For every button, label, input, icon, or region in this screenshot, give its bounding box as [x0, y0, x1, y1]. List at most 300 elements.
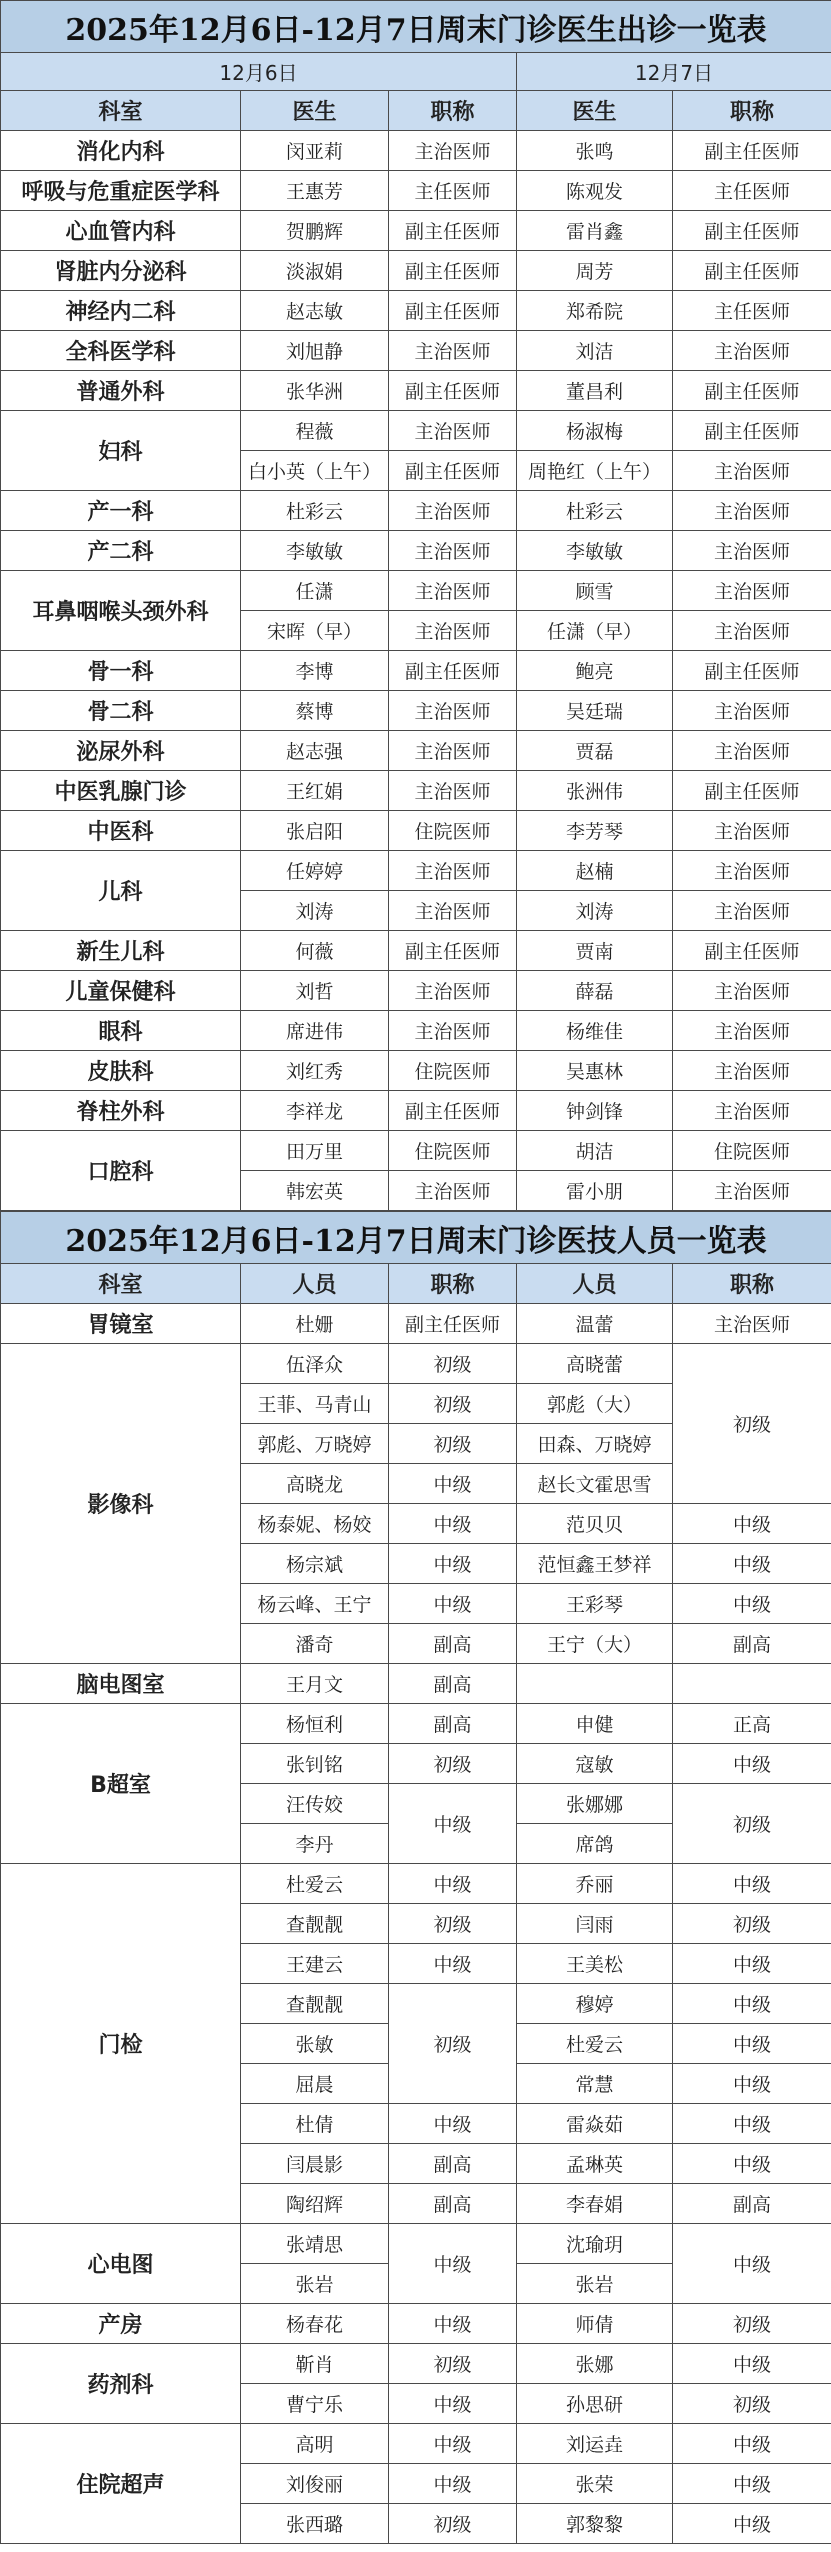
table-cell: 主治医师	[673, 691, 831, 731]
table-cell: 雷肖鑫	[517, 211, 673, 251]
table-row	[1, 251, 831, 291]
table-cell: 中级	[389, 1464, 517, 1504]
table-cell: 住院医师	[389, 1131, 517, 1171]
department-cell: 产一科	[1, 491, 241, 531]
department-cell: 胃镜室	[1, 1304, 241, 1344]
table-cell: 任婷婷	[241, 851, 389, 891]
table-cell: 副主任医师	[673, 131, 831, 171]
department-cell: 脑电图室	[1, 1664, 241, 1704]
table-cell: 雷焱茹	[517, 2104, 673, 2144]
department-cell: 中医科	[1, 811, 241, 851]
table-cell: 韩宏英	[241, 1171, 389, 1211]
table-cell: 主治医师	[389, 731, 517, 771]
table-cell: 赵长文霍思雪	[517, 1464, 673, 1504]
table-cell: 主治医师	[673, 611, 831, 651]
table-cell: 孟琳英	[517, 2144, 673, 2184]
table-cell	[517, 1664, 673, 1704]
table-cell: 副高	[389, 2184, 517, 2224]
table-cell: 李春娟	[517, 2184, 673, 2224]
table-cell: 王宁（大）	[517, 1624, 673, 1664]
table-cell: 初级	[673, 2304, 831, 2344]
table-cell: 席鸽	[517, 1824, 673, 1864]
table-cell: 副主任医师	[673, 411, 831, 451]
table-cell: 胡洁	[517, 1131, 673, 1171]
table-cell: 主治医师	[389, 691, 517, 731]
table-row	[1, 1704, 831, 1744]
table-cell: 中级	[673, 2344, 831, 2384]
table-row	[1, 331, 831, 371]
table-row	[1, 1304, 831, 1344]
department-cell: 儿科	[1, 851, 241, 931]
table-cell: 薛磊	[517, 971, 673, 1011]
table-cell: 杜爱云	[517, 2024, 673, 2064]
table-cell: 刘运垚	[517, 2424, 673, 2464]
table-cell: 中级	[673, 2424, 831, 2464]
table-cell: 沈瑜玥	[517, 2224, 673, 2264]
table-cell: 主治医师	[673, 1171, 831, 1211]
department-cell: 住院超声	[1, 2424, 241, 2544]
table-cell: 杜姗	[241, 1304, 389, 1344]
table-cell: 王红娟	[241, 771, 389, 811]
table-cell: 刘洁	[517, 331, 673, 371]
table-cell: 副主任医师	[389, 931, 517, 971]
table-cell: 闫晨影	[241, 2144, 389, 2184]
table-cell: 张鸣	[517, 131, 673, 171]
table-cell: 贾磊	[517, 731, 673, 771]
table-cell: 中级	[389, 1544, 517, 1584]
table-row	[1, 1344, 831, 1384]
table-cell: 曹宁乐	[241, 2384, 389, 2424]
table-cell: 主治医师	[389, 131, 517, 171]
table-row	[1, 571, 831, 611]
table-row	[1, 1664, 831, 1704]
table-cell: 主治医师	[673, 851, 831, 891]
table-cell: 何薇	[241, 931, 389, 971]
department-cell: 骨二科	[1, 691, 241, 731]
table-cell: 李敏敏	[517, 531, 673, 571]
table-cell: 中级	[673, 2104, 831, 2144]
table-cell: 汪传姣	[241, 1784, 389, 1824]
table-row	[1, 971, 831, 1011]
table-cell: 赵志敏	[241, 291, 389, 331]
table-cell: 张娜娜	[517, 1784, 673, 1824]
department-cell: 全科医学科	[1, 331, 241, 371]
department-cell: 口腔科	[1, 1131, 241, 1211]
table-cell: 主任医师	[389, 171, 517, 211]
table-cell: 中级	[389, 1864, 517, 1904]
table-cell: 杨恒利	[241, 1704, 389, 1744]
table-cell: 初级	[389, 1904, 517, 1944]
table-cell: 高晓龙	[241, 1464, 389, 1504]
table-cell: 刘哲	[241, 971, 389, 1011]
table-row	[1, 371, 831, 411]
table-cell: 副主任医师	[389, 651, 517, 691]
table-cell: 席进伟	[241, 1011, 389, 1051]
table-cell: 常慧	[517, 2064, 673, 2104]
table-cell: 副主任医师	[389, 1091, 517, 1131]
table-cell: 贾南	[517, 931, 673, 971]
table-cell: 主治医师	[673, 1304, 831, 1344]
table-cell: 中级	[673, 1944, 831, 1984]
table-cell: 中级	[673, 2064, 831, 2104]
table-cell: 穆婷	[517, 1984, 673, 2024]
table-row	[1, 731, 831, 771]
table-cell: 张西璐	[241, 2504, 389, 2544]
department-cell: 心血管内科	[1, 211, 241, 251]
table-cell: 吴惠林	[517, 1051, 673, 1091]
table-cell: 任潇（早）	[517, 611, 673, 651]
table-cell: 王美松	[517, 1944, 673, 1984]
table-cell: 中级	[389, 2304, 517, 2344]
department-cell: 产房	[1, 2304, 241, 2344]
table-cell: 中级	[389, 2384, 517, 2424]
table-cell: 中级	[673, 2464, 831, 2504]
table-row	[1, 2344, 831, 2384]
table-cell: 周艳红（上午）	[517, 451, 673, 491]
table-cell: 主治医师	[389, 331, 517, 371]
table-cell: 住院医师	[673, 1131, 831, 1171]
column-header: 职称	[389, 1264, 517, 1304]
table-cell: 中级	[389, 2224, 517, 2304]
date-header: 12月6日	[1, 53, 517, 91]
table-cell: 副主任医师	[389, 211, 517, 251]
table-cell: 王菲、马青山	[241, 1384, 389, 1424]
table-cell: 主治医师	[673, 451, 831, 491]
department-cell: 呼吸与危重症医学科	[1, 171, 241, 211]
department-cell: 神经内二科	[1, 291, 241, 331]
table-cell: 初级	[389, 1344, 517, 1384]
table-cell: 杜彩云	[241, 491, 389, 531]
table-row	[1, 1051, 831, 1091]
table-cell: 高明	[241, 2424, 389, 2464]
table-cell: 钟剑锋	[517, 1091, 673, 1131]
table-cell: 副主任医师	[389, 1304, 517, 1344]
table-cell: 主任医师	[673, 171, 831, 211]
table-cell: 主治医师	[389, 771, 517, 811]
table-cell: 张洲伟	[517, 771, 673, 811]
table-cell: 高晓蕾	[517, 1344, 673, 1384]
department-cell: 产二科	[1, 531, 241, 571]
table-cell: 中级	[389, 1584, 517, 1624]
table-row	[1, 771, 831, 811]
table-cell: 副主任医师	[673, 771, 831, 811]
column-header: 科室	[1, 1264, 241, 1304]
table-cell: 王建云	[241, 1944, 389, 1984]
table-cell: 初级	[673, 1344, 831, 1504]
table-cell: 副高	[673, 2184, 831, 2224]
table-cell: 田万里	[241, 1131, 389, 1171]
table-cell: 副高	[389, 1704, 517, 1744]
table-cell: 主治医师	[673, 811, 831, 851]
table-cell: 雷小朋	[517, 1171, 673, 1211]
table-cell: 主治医师	[389, 491, 517, 531]
date-header: 12月7日	[517, 53, 831, 91]
table-cell: 中级	[673, 1544, 831, 1584]
column-header: 职称	[673, 91, 831, 131]
table-cell: 靳肖	[241, 2344, 389, 2384]
table-cell: 刘涛	[517, 891, 673, 931]
table-cell: 赵楠	[517, 851, 673, 891]
department-cell: 耳鼻咽喉头颈外科	[1, 571, 241, 651]
table-cell: 中级	[673, 1504, 831, 1544]
table-cell: 初级	[389, 1744, 517, 1784]
table-cell: 主治医师	[673, 571, 831, 611]
table-cell: 副高	[389, 1664, 517, 1704]
table-row	[1, 2424, 831, 2464]
table-cell: 宋晖（早）	[241, 611, 389, 651]
table-cell: 住院医师	[389, 811, 517, 851]
table-cell: 闵亚莉	[241, 131, 389, 171]
table-cell: 屈晨	[241, 2064, 389, 2104]
table-cell: 主任医师	[673, 291, 831, 331]
table-row	[1, 2224, 831, 2264]
table-cell: 主治医师	[673, 1051, 831, 1091]
table-cell: 杜彩云	[517, 491, 673, 531]
table-cell: 副主任医师	[389, 291, 517, 331]
table-cell: 张靖思	[241, 2224, 389, 2264]
table-cell: 主治医师	[389, 1171, 517, 1211]
table-row	[1, 1011, 831, 1051]
table-cell: 中级	[389, 2104, 517, 2144]
table-cell: 中级	[673, 2144, 831, 2184]
table-row	[1, 491, 831, 531]
table-row	[1, 411, 831, 451]
column-header: 医生	[517, 91, 673, 131]
table-cell: 查靓靓	[241, 1984, 389, 2024]
table-cell: 副主任医师	[389, 251, 517, 291]
table-cell: 主治医师	[389, 971, 517, 1011]
table-cell	[673, 1664, 831, 1704]
table-cell: 主治医师	[389, 891, 517, 931]
table-cell: 顾雪	[517, 571, 673, 611]
table-cell: 主治医师	[389, 851, 517, 891]
table-cell: 主治医师	[673, 331, 831, 371]
table-cell: 初级	[389, 1424, 517, 1464]
table-cell: 李芳琴	[517, 811, 673, 851]
table-cell: 淡淑娟	[241, 251, 389, 291]
table-row	[1, 851, 831, 891]
table-row	[1, 531, 831, 571]
column-header: 医生	[241, 91, 389, 131]
column-header: 人员	[517, 1264, 673, 1304]
department-cell: 中医乳腺门诊	[1, 771, 241, 811]
table-cell: 寇敏	[517, 1744, 673, 1784]
table-cell: 陈观发	[517, 171, 673, 211]
table-cell: 初级	[389, 1984, 517, 2104]
table-cell: 范恒鑫王梦祥	[517, 1544, 673, 1584]
table-cell: 主治医师	[389, 411, 517, 451]
table-cell: 师倩	[517, 2304, 673, 2344]
table-cell: 中级	[673, 1584, 831, 1624]
table-row	[1, 211, 831, 251]
table-cell: 陶绍辉	[241, 2184, 389, 2224]
table-cell: 副主任医师	[389, 451, 517, 491]
table-cell: 刘红秀	[241, 1051, 389, 1091]
table-cell: 副高	[389, 1624, 517, 1664]
department-cell: B超室	[1, 1704, 241, 1864]
table-cell: 正高	[673, 1704, 831, 1744]
table-cell: 副主任医师	[673, 651, 831, 691]
table-cell: 吴廷瑞	[517, 691, 673, 731]
table-cell: 杨维佳	[517, 1011, 673, 1051]
table-row	[1, 931, 831, 971]
table-row	[1, 171, 831, 211]
table-cell: 任潇	[241, 571, 389, 611]
column-header: 人员	[241, 1264, 389, 1304]
table-cell: 杨淑梅	[517, 411, 673, 451]
table-cell: 中级	[389, 2464, 517, 2504]
table-cell: 中级	[673, 2024, 831, 2064]
table-cell: 温蕾	[517, 1304, 673, 1344]
table-cell: 郭彪、万晓婷	[241, 1424, 389, 1464]
table-cell: 张荣	[517, 2464, 673, 2504]
table-cell: 李祥龙	[241, 1091, 389, 1131]
table-title: 2025年12月6日-12月7日周末门诊医技人员一览表	[1, 1212, 831, 1264]
table-cell: 闫雨	[517, 1904, 673, 1944]
department-cell: 肾脏内分泌科	[1, 251, 241, 291]
table-cell: 李敏敏	[241, 531, 389, 571]
table-cell: 副高	[389, 2144, 517, 2184]
department-cell: 影像科	[1, 1344, 241, 1664]
table-cell: 李丹	[241, 1824, 389, 1864]
table-cell: 初级	[389, 1384, 517, 1424]
table-cell: 主治医师	[673, 1091, 831, 1131]
table-cell: 杜倩	[241, 2104, 389, 2144]
table-cell: 副主任医师	[673, 371, 831, 411]
table-cell: 副主任医师	[389, 371, 517, 411]
department-cell: 心电图	[1, 2224, 241, 2304]
table-cell: 鲍亮	[517, 651, 673, 691]
table-cell: 初级	[389, 2344, 517, 2384]
table-cell: 贺鹏辉	[241, 211, 389, 251]
table-cell: 董昌利	[517, 371, 673, 411]
table-row	[1, 1864, 831, 1904]
table-cell: 张华洲	[241, 371, 389, 411]
table-cell: 主治医师	[673, 1011, 831, 1051]
department-cell: 骨一科	[1, 651, 241, 691]
table-cell: 郑希院	[517, 291, 673, 331]
department-cell: 脊柱外科	[1, 1091, 241, 1131]
table-cell: 伍泽众	[241, 1344, 389, 1384]
department-cell: 皮肤科	[1, 1051, 241, 1091]
table-cell: 副主任医师	[673, 211, 831, 251]
department-cell: 门检	[1, 1864, 241, 2224]
table-cell: 中级	[389, 2424, 517, 2464]
table-cell: 查靓靓	[241, 1904, 389, 1944]
table-row	[1, 811, 831, 851]
table-cell: 中级	[389, 1784, 517, 1864]
column-header: 职称	[673, 1264, 831, 1304]
table-cell: 主治医师	[673, 531, 831, 571]
table-cell: 张钊铭	[241, 1744, 389, 1784]
table-cell: 中级	[673, 2504, 831, 2544]
department-cell: 消化内科	[1, 131, 241, 171]
table-cell: 潘奇	[241, 1624, 389, 1664]
table-cell: 程薇	[241, 411, 389, 451]
department-cell: 儿童保健科	[1, 971, 241, 1011]
table-cell: 住院医师	[389, 1051, 517, 1091]
table-cell: 主治医师	[673, 891, 831, 931]
department-cell: 新生儿科	[1, 931, 241, 971]
table-cell: 乔丽	[517, 1864, 673, 1904]
table-cell: 主治医师	[673, 971, 831, 1011]
table-cell: 王月文	[241, 1664, 389, 1704]
table-cell: 中级	[389, 1504, 517, 1544]
table-cell: 郭黎黎	[517, 2504, 673, 2544]
table-cell: 杨泰妮、杨姣	[241, 1504, 389, 1544]
table-cell: 张岩	[517, 2264, 673, 2304]
table-cell: 杨春花	[241, 2304, 389, 2344]
table-cell: 赵志强	[241, 731, 389, 771]
department-cell: 普通外科	[1, 371, 241, 411]
table-cell: 申健	[517, 1704, 673, 1744]
table-cell: 蔡博	[241, 691, 389, 731]
table-cell: 主治医师	[389, 1011, 517, 1051]
table-cell: 中级	[673, 2224, 831, 2304]
table-cell: 杜爱云	[241, 1864, 389, 1904]
table-cell: 副高	[673, 1624, 831, 1664]
table-cell: 中级	[389, 1944, 517, 1984]
table-title: 2025年12月6日-12月7日周末门诊医生出诊一览表	[1, 1, 831, 53]
table-cell: 主治医师	[389, 531, 517, 571]
tech-staff-table	[0, 1211, 831, 2544]
table-cell: 初级	[673, 1904, 831, 1944]
table-cell: 刘旭静	[241, 331, 389, 371]
table-cell: 主治医师	[673, 731, 831, 771]
table-cell: 刘俊丽	[241, 2464, 389, 2504]
table-cell: 初级	[389, 2504, 517, 2544]
table-cell: 主治医师	[673, 491, 831, 531]
table-cell: 刘涛	[241, 891, 389, 931]
table-cell: 中级	[673, 1744, 831, 1784]
table-cell: 白小英（上午）	[241, 451, 389, 491]
table-row	[1, 2304, 831, 2344]
department-cell: 泌尿外科	[1, 731, 241, 771]
table-cell: 李博	[241, 651, 389, 691]
table-cell: 张娜	[517, 2344, 673, 2384]
column-header: 科室	[1, 91, 241, 131]
table-cell: 张岩	[241, 2264, 389, 2304]
table-cell: 周芳	[517, 251, 673, 291]
table-cell: 张启阳	[241, 811, 389, 851]
table-cell: 杨宗斌	[241, 1544, 389, 1584]
table-row	[1, 1131, 831, 1171]
table-cell: 范贝贝	[517, 1504, 673, 1544]
table-row	[1, 291, 831, 331]
department-cell: 妇科	[1, 411, 241, 491]
table-cell: 孙思研	[517, 2384, 673, 2424]
table-cell: 张敏	[241, 2024, 389, 2064]
table-cell: 王惠芳	[241, 171, 389, 211]
table-cell: 中级	[673, 1864, 831, 1904]
column-header: 职称	[389, 91, 517, 131]
table-row	[1, 131, 831, 171]
doctor-schedule-table	[0, 0, 831, 1211]
table-cell: 主治医师	[389, 611, 517, 651]
table-cell: 初级	[673, 1784, 831, 1864]
table-cell: 郭彪（大）	[517, 1384, 673, 1424]
table-cell: 杨云峰、王宁	[241, 1584, 389, 1624]
table-cell: 副主任医师	[673, 251, 831, 291]
table-cell: 初级	[673, 2384, 831, 2424]
table-row	[1, 691, 831, 731]
table-cell: 中级	[673, 1984, 831, 2024]
table-row	[1, 651, 831, 691]
table-cell: 主治医师	[389, 571, 517, 611]
table-row	[1, 1091, 831, 1131]
department-cell: 眼科	[1, 1011, 241, 1051]
department-cell: 药剂科	[1, 2344, 241, 2424]
